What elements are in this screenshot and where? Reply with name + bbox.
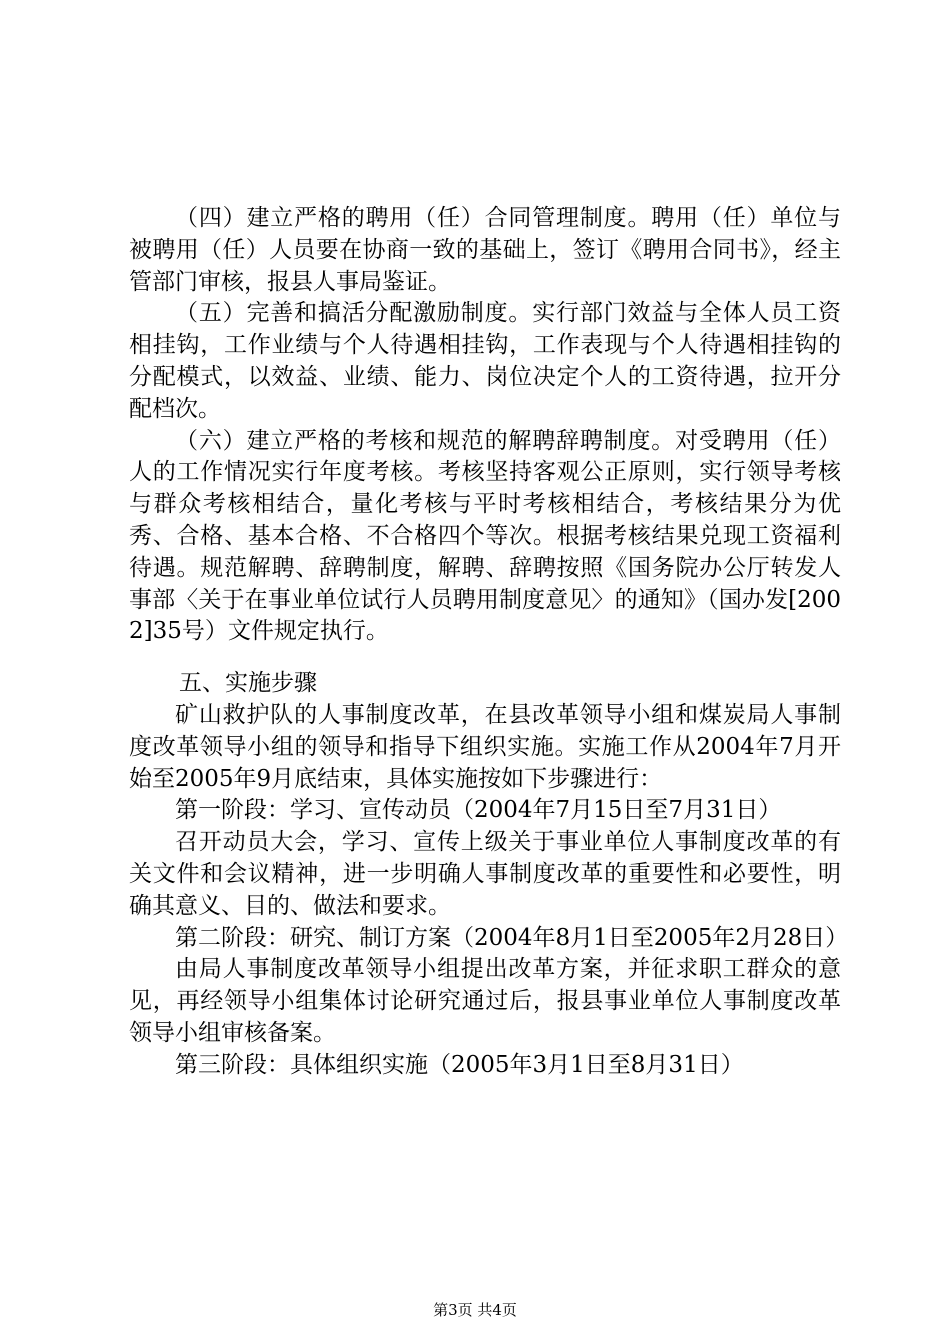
paragraph-5-distribution-incentive: （五）完善和搞活分配激励制度。实行部门效益与全体人员工资相挂钩，工作业绩与个人待遇相挂钩，工作表现与个人待遇相挂钩的分配模式，以效益、业绩、能力、岗位决定个人的工资待遇，拉开分配档次。 xyxy=(129,300,841,422)
page-footer: 第3页 共4页 xyxy=(433,1301,517,1319)
paragraph-stage-1-body: 召开动员大会，学习、宣传上级关于事业单位人事制度改革的有关文件和会议精神，进一步明确人事制度改革的重要性和必要性，明确其意义、目的、做法和要求。 xyxy=(129,829,841,919)
paragraph-stage-1-title: 第一阶段：学习、宣传动员（2004年7月15日至7月31日） xyxy=(175,797,782,824)
paragraph-4-contract-management: （四）建立严格的聘用（任）合同管理制度。聘用（任）单位与被聘用（任）人员要在协商一致的基础上，签订《聘用合同书》，经主管部门审核，报县人事局鉴证。 xyxy=(129,205,841,295)
paragraph-stage-3-title: 第三阶段：具体组织实施（2005年3月1日至8月31日） xyxy=(175,1051,744,1078)
paragraph-stage-2-title: 第二阶段：研究、制订方案（2004年8月1日至2005年2月28日） xyxy=(175,924,849,951)
section-heading-implementation-steps: 五、实施步骤 xyxy=(179,670,317,697)
document-body xyxy=(129,203,849,1082)
paragraph-implementation-intro: 矿山救护队的人事制度改革，在县改革领导小组和煤炭局人事制度改革领导小组的领导和指导下组织实施。实施工作从2004年7月开始至2005年9月底结束，具体实施按如下步骤进行： xyxy=(129,701,841,792)
paragraph-stage-2-body: 由局人事制度改革领导小组提出改革方案，并征求职工群众的意见，再经领导小组集体讨论研究通过后，报县事业单位人事制度改革领导小组审核备案。 xyxy=(129,956,841,1046)
paragraph-6-assessment-dismissal: （六）建立严格的考核和规范的解聘辞聘制度。对受聘用（任）人的工作情况实行年度考核。考核坚持客观公正原则，实行领导考核与群众考核相结合，量化考核与平时考核相结合，考核结果分为优秀、合格、基本合格、不合格四个等次。根据考核结果兑现工资福利待遇。规范解聘、辞聘制度，解聘、辞聘按照《国务院办公厅转发人事部〈关于在事业单位试行人员聘用制度意见〉的通知》（国办发[2002]35号）文件规定执行。 xyxy=(129,427,841,645)
